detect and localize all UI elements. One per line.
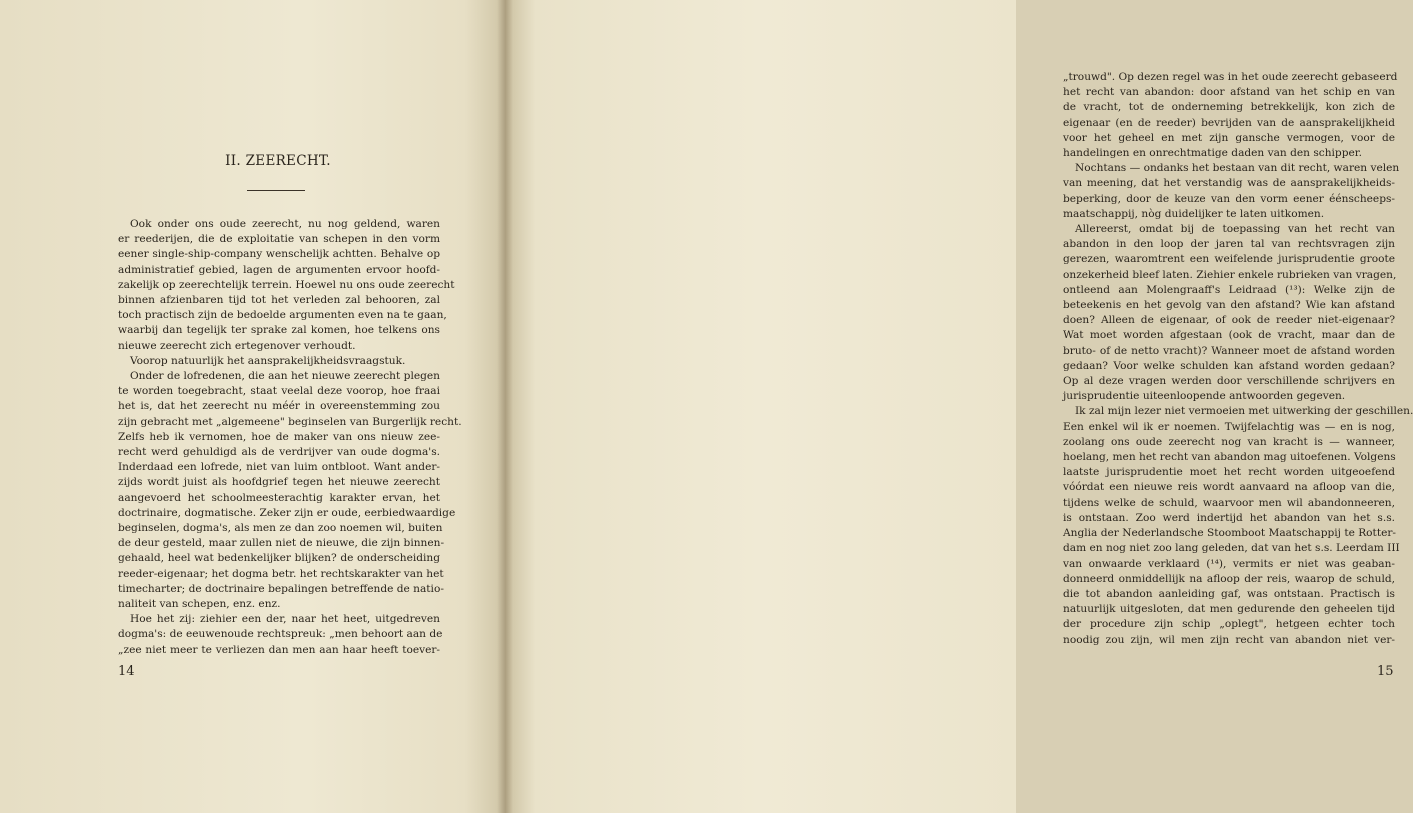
text-line: nieuwe zeerecht zich ertegenover verhoudt. [118, 339, 356, 352]
text-line: reeder-eigenaar; het dogma betr. het rechtskarakter van het [118, 567, 444, 580]
text-line: aangevoerd het schoolmeesterachtig karakter ervan, het [118, 491, 440, 504]
text-line: de vracht, tot de onderneming betrekkelijk, kon zich de [1063, 101, 1395, 114]
text-line: timecharter; de doctrinaire bepalingen betreffende de natio- [118, 582, 444, 595]
text-line: Allereerst, omdat bij de toepassing van het recht van [1075, 223, 1395, 236]
text-line: doctrinaire, dogmatische. Zeker zijn er oude, eerbiedwaardige [118, 506, 456, 519]
text-line: het is, dat het zeerecht nu méér in overeenstemming zou [118, 400, 440, 413]
text-line: eener single-ship-company wenschelijk achtten. Behalve op [118, 248, 440, 261]
left-page-text [118, 217, 462, 658]
text-line: Voorop natuurlijk het aansprakelijkheidsvraagstuk. [130, 354, 406, 367]
text-line: Ook onder ons oude zeerecht, nu nog geldend, waren [130, 218, 440, 230]
text-line: dam en nog niet zoo lang geleden, dat van het s.s. Leerdam III [1063, 542, 1400, 555]
chapter-title: II. ZEERECHT. [225, 153, 331, 169]
text-line: voor het geheel en met zijn gansche vermogen, voor de [1063, 131, 1395, 144]
text-line: hoelang, men het recht van abandon mag uitoefenen. Volgens [1063, 451, 1396, 464]
text-line: is ontstaan. Zoo werd indertijd het abandon van het s.s. [1063, 511, 1395, 524]
text-line: Wat moet worden afgestaan (ook de vracht, maar dan de [1063, 329, 1395, 342]
text-line: de deur gesteld, maar zullen niet de nieuwe, die zijn binnen- [118, 537, 445, 550]
text-line: „zee niet meer te verliezen dan men aan haar heeft toever- [118, 643, 440, 656]
text-line: Onder de lofredenen, die aan het nieuwe zeerecht plegen [130, 370, 440, 383]
text-line: Hoe het zij: ziehier een der, naar het heet, uitgedreven [130, 613, 440, 626]
text-line: eigenaar (en de reeder) bevrijden van de aansprakelijkheid [1063, 116, 1395, 129]
text-line: administratief gebied, lagen de argumenten ervoor hoofd- [118, 263, 440, 276]
right-page-text [1063, 70, 1413, 648]
text-line: van meening, dat het verstandig was de aansprakelijkheids- [1063, 177, 1395, 190]
text-line: beteekenis en het gevolg van den afstand? Wie kan afstand [1063, 299, 1395, 312]
text-line: het recht van abandon: door afstand van het schip en van [1063, 86, 1395, 99]
text-line: Nochtans — ondanks het bestaan van dit recht, waren velen [1075, 162, 1400, 175]
title-rule [247, 190, 305, 191]
text-line: ontleend aan Molengraaff's Leidraad (¹³): Welke zijn de [1063, 283, 1395, 296]
text-line: die tot abandon aanleiding gaf, was ontstaan. Practisch is [1063, 587, 1395, 600]
right-page [505, 0, 1413, 813]
text-line: gerezen, waaromtrent een weifelende jurisprudentie groote [1063, 253, 1395, 266]
text-line: Anglia der Nederlandsche Stoomboot Maatschappij te Rotter- [1063, 527, 1396, 540]
text-line: er reederijen, die de exploitatie van schepen in den vorm [118, 233, 440, 246]
text-line: te worden toegebracht, staat veelal deze voorop, hoe fraai [118, 385, 440, 398]
text-line: waarbij dan tegelijk ter sprake zal komen, hoe telkens ons [118, 324, 440, 337]
text-line: „trouwd". Op dezen regel was in het oude zeerecht gebaseerd [1063, 71, 1398, 83]
text-line: laatste jurisprudentie moet het recht worden uitgeoefend [1063, 466, 1395, 479]
text-line: Ik zal mijn lezer niet vermoeien met uitwerking der geschillen. [1075, 405, 1413, 418]
text-line: dogma's: de eeuwenoude rechtspreuk: „men behoort aan de [118, 628, 443, 641]
text-line: natuurlijk uitgesloten, dat men gedurende den geheelen tijd [1063, 603, 1395, 616]
text-line: zakelijk op zeerechtelijk terrein. Hoewel nu ons oude zeerecht [118, 278, 455, 291]
text-line: donneerd onmiddellijk na afloop der reis, waarop de schuld, [1063, 572, 1395, 585]
text-line: vóórdat een nieuwe reis wordt aanvaard na afloop van die, [1063, 481, 1395, 494]
text-line: handelingen en onrechtmatige daden van den schipper. [1063, 147, 1363, 160]
text-line: van onwaarde verklaard (¹⁴), vermits er niet was geaban- [1063, 557, 1395, 570]
text-line: toch practisch zijn de bedoelde argumenten even na te gaan, [118, 309, 447, 322]
text-line: beginselen, dogma's, als men ze dan zoo noemen wil, buiten [118, 522, 443, 535]
text-line: Zelfs heb ik vernomen, hoe de maker van ons nieuw zee- [118, 430, 440, 443]
text-line: maatschappij, nòg duidelijker te laten uitkomen. [1063, 207, 1325, 220]
text-line: tijdens welke de schuld, waarvoor men wil abandonneeren, [1063, 496, 1395, 509]
text-line: Een enkel wil ik er noemen. Twijfelachtig was — en is nog, [1063, 420, 1395, 433]
text-line: binnen afzienbaren tijd tot het verleden zal behooren, zal [118, 294, 440, 307]
text-line: zijn gebracht met „algemeene" beginselen van Burgerlijk recht. [118, 415, 462, 428]
text-line: noodig zou zijn, wil men zijn recht van abandon niet ver- [1063, 633, 1395, 646]
text-line: jurisprudentie uiteenloopende antwoorden gegeven. [1063, 390, 1346, 403]
text-line: gehaald, heel wat bedenkelijker blijken? de onderscheiding [118, 552, 440, 565]
page-number-right: 15 [1377, 664, 1394, 679]
text-line: doen? Alleen de eigenaar, of ook de reeder niet-eigenaar? [1063, 314, 1395, 327]
text-line: bruto- of de netto vracht)? Wanneer moet de afstand worden [1063, 344, 1395, 357]
text-line: gedaan? Voor welke schulden kan afstand worden gedaan? [1063, 359, 1395, 372]
text-line: abandon in den loop der jaren tal van rechtsvragen zijn [1063, 238, 1395, 251]
text-line: zoolang ons oude zeerecht nog van kracht is — wanneer, [1063, 435, 1395, 448]
text-line: beperking, door de keuze van den vorm eener éénscheeps- [1063, 192, 1395, 205]
text-line: onzekerheid bleef laten. Ziehier enkele rubrieken van vragen, [1063, 268, 1397, 281]
text-line: recht werd gehuldigd als de verdrijver van oude dogma's. [118, 446, 440, 459]
text-line: naliteit van schepen, enz. enz. [118, 598, 281, 611]
left-page [0, 0, 505, 813]
book-gutter [497, 0, 513, 813]
text-line: zijds wordt juist als hoofdgrief tegen het nieuwe zeerecht [118, 476, 440, 489]
page-number-left: 14 [118, 664, 135, 679]
text-line: der procedure zijn schip „oplegt", hetgeen echter toch [1063, 618, 1395, 631]
text-line: Inderdaad een lofrede, niet van luim ontbloot. Want ander- [118, 461, 440, 474]
text-line: Op al deze vragen werden door verschillende schrijvers en [1063, 375, 1395, 388]
